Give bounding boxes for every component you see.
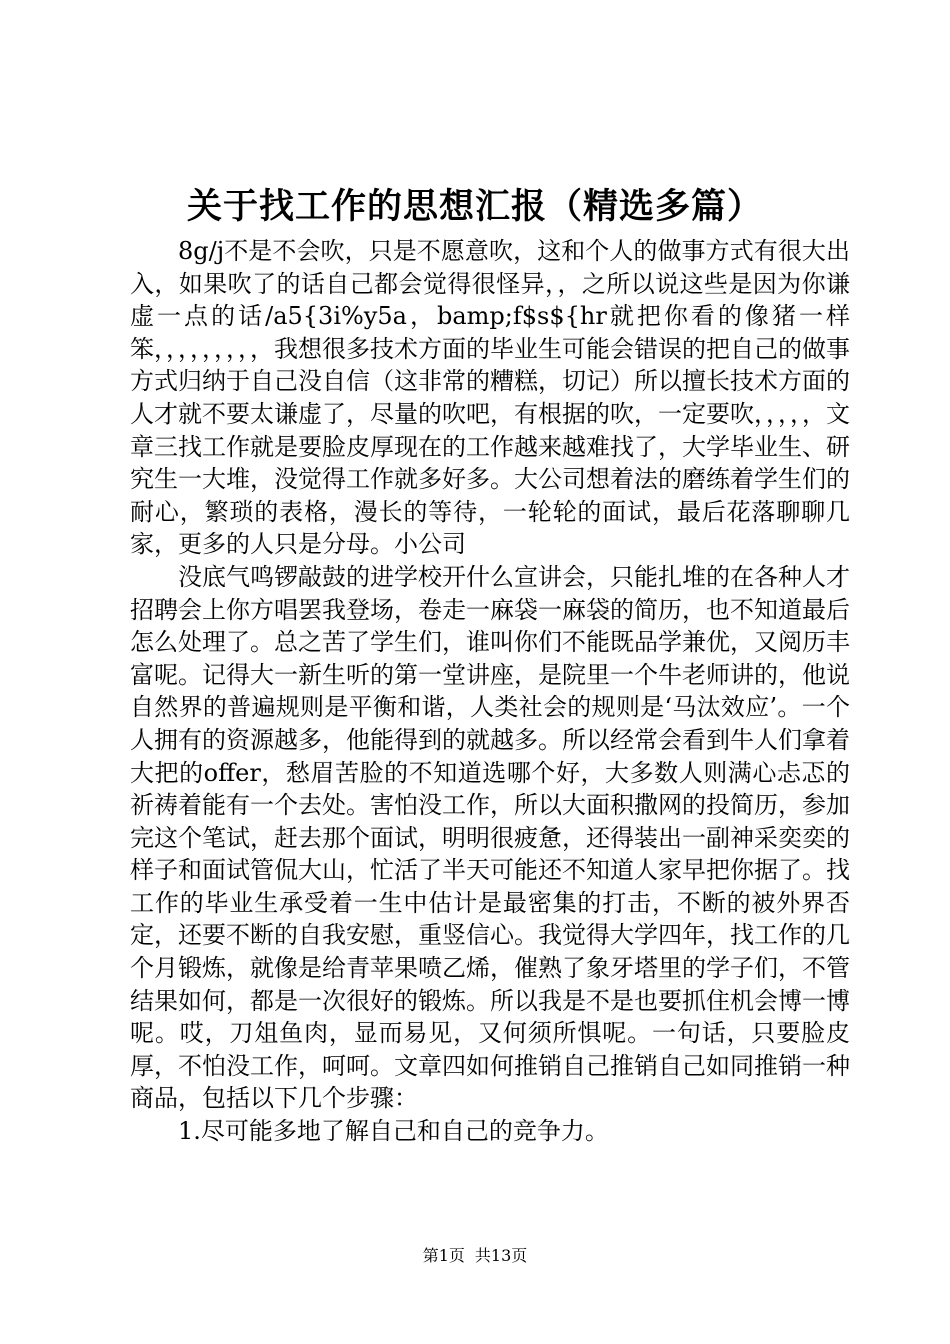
paragraph-3: 1.尽可能多地了解自己和自己的竞争力。 [178, 1117, 609, 1146]
page-number: 第1页 [422, 1246, 465, 1265]
page-total: 共13页 [474, 1246, 528, 1265]
document-body [130, 235, 850, 1148]
paragraph-2: 没底气鸣锣敲鼓的进学校开什么宣讲会，只能扎堆的在各种人才招聘会上你方唱罢我登场，卷走一麻袋一麻袋的简历，也不知道最后怎么处理了。总之苦了学生们，谁叫你们不能既品学兼优，又阅历丰富呢。记得大一新生听的第一堂讲座，是院里一个牛老师讲的，他说自然界的普遍规则是平衡和谐，人类社会的规则是‘马汰效应’。一个人拥有的资源越多，他能得到的就越多。所以经常会看到牛人们拿着大把的offer，愁眉苦脸的不知道选哪个好，大多数人则满心忐忑的祈祷着能有一个去处。害怕没工作，所以大面积撒网的投简历，参加完这个笔试，赶去那个面试，明明很疲惫，还得装出一副神采奕奕的样子和面试管侃大山，忙活了半天可能还不知道人家早把你据了。找工作的毕业生承受着一生中估计是最密集的打击，不断的被外界否定，还要不断的自我安慰，重竖信心。我觉得大学四年，找工作的几个月锻炼，就像是给青苹果喷乙烯，催熟了象牙塔里的学子们，不管结果如何，都是一次很好的锻炼。所以我是不是也要抓住机会博一博呢。哎，刀俎鱼肉，显而易见，又何须所惧呢。一句话，只要脸皮厚，不怕没工作，呵呵。文章四如何推销自己推销自己如同推销一种商品，包括以下几个步骤： [130, 562, 850, 1113]
paragraph-1: 8g/j不是不会吹，只是不愿意吹，这和个人的做事方式有很大出入，如果吹了的话自己都会觉得很怪异，，之所以说这些是因为你谦虚一点的话/a5{3i%y5a，bamp;f$s${hr就把你看的像猪一样笨，，，，，，，，，我想很多技术方面的毕业生可能会错误的把自己的做事方式归纳于自己没自信（这非常的糟糕，切记）所以擅长技术方面的人才就不要太谦虚了，尽量的吹吧，有根据的吹，一定要吹，，，，，文章三找工作就是要脸皮厚现在的工作越来越难找了，大学毕业生、研究生一大堆，没觉得工作就多好多。大公司想着法的磨练着学生们的耐心，繁琐的表格，漫长的等待，一轮轮的面试，最后花落聊聊几家，更多的人只是分母。小公司 [130, 237, 850, 559]
document-title: 关于找工作的思想汇报（精选多篇） [186, 186, 763, 227]
page-footer [0, 1245, 950, 1267]
